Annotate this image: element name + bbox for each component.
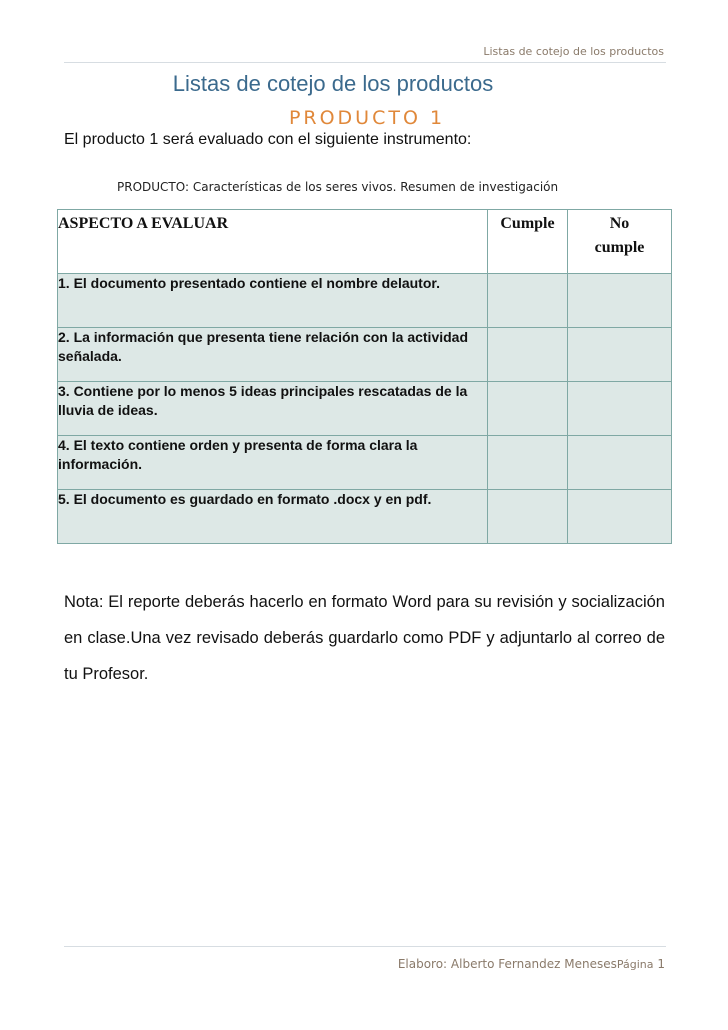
footer-divider xyxy=(64,946,666,947)
aspect-cell: 5. El documento es guardado en formato .docx y en pdf. xyxy=(58,490,488,544)
footer-author: Elaboro: Alberto Fernandez Meneses xyxy=(397,957,617,971)
checklist-table xyxy=(57,209,672,544)
table-row xyxy=(58,382,672,436)
header-no-cumple-line1: No xyxy=(609,215,630,232)
table-row xyxy=(58,274,672,328)
no-cumple-cell[interactable] xyxy=(568,382,672,436)
header-no-cumple-line2: cumple xyxy=(594,239,645,256)
footer-page-number: 1 xyxy=(657,957,665,971)
cumple-cell[interactable] xyxy=(488,382,568,436)
cumple-cell[interactable] xyxy=(488,274,568,328)
table-header-row xyxy=(58,210,672,274)
table-row xyxy=(58,436,672,490)
no-cumple-cell[interactable] xyxy=(568,328,672,382)
aspect-cell: 2. La información que presenta tiene relación con la actividad señalada. xyxy=(58,328,488,382)
footer-page-label: Página xyxy=(616,958,654,971)
header-aspect: ASPECTO A EVALUAR xyxy=(58,210,488,274)
header-cumple: Cumple xyxy=(488,210,568,274)
cumple-cell[interactable] xyxy=(488,490,568,544)
no-cumple-cell[interactable] xyxy=(568,490,672,544)
no-cumple-cell[interactable] xyxy=(568,436,672,490)
header-no-cumple xyxy=(568,210,672,274)
product-description: PRODUCTO: Características de los seres vivos. Resumen de investigación xyxy=(117,180,559,194)
aspect-cell: 3. Contiene por lo menos 5 ideas principales rescatadas de la lluvia de ideas. xyxy=(58,382,488,436)
table-row xyxy=(58,490,672,544)
aspect-cell: 1. El documento presentado contiene el nombre delautor. xyxy=(58,274,488,328)
no-cumple-cell[interactable] xyxy=(568,274,672,328)
table-row xyxy=(58,328,672,382)
intro-text: El producto 1 será evaluado con el siguiente instrumento: xyxy=(64,131,472,148)
aspect-cell: 4. El texto contiene orden y presenta de forma clara la información. xyxy=(58,436,488,490)
cumple-cell[interactable] xyxy=(488,328,568,382)
product-heading: PRODUCTO 1 xyxy=(288,107,446,129)
header-divider xyxy=(64,62,666,63)
note-paragraph: Nota: El reporte deberás hacerlo en formato Word para su revisión y socialización en clase.Una vez revisado deberás guardarlo como PDF y adjuntarlo al correo de tu Profesor. xyxy=(64,593,665,683)
cumple-cell[interactable] xyxy=(488,436,568,490)
page-footer xyxy=(0,957,665,971)
running-header: Listas de cotejo de los productos xyxy=(483,45,664,58)
document-title: Listas de cotejo de los productos xyxy=(172,71,494,96)
